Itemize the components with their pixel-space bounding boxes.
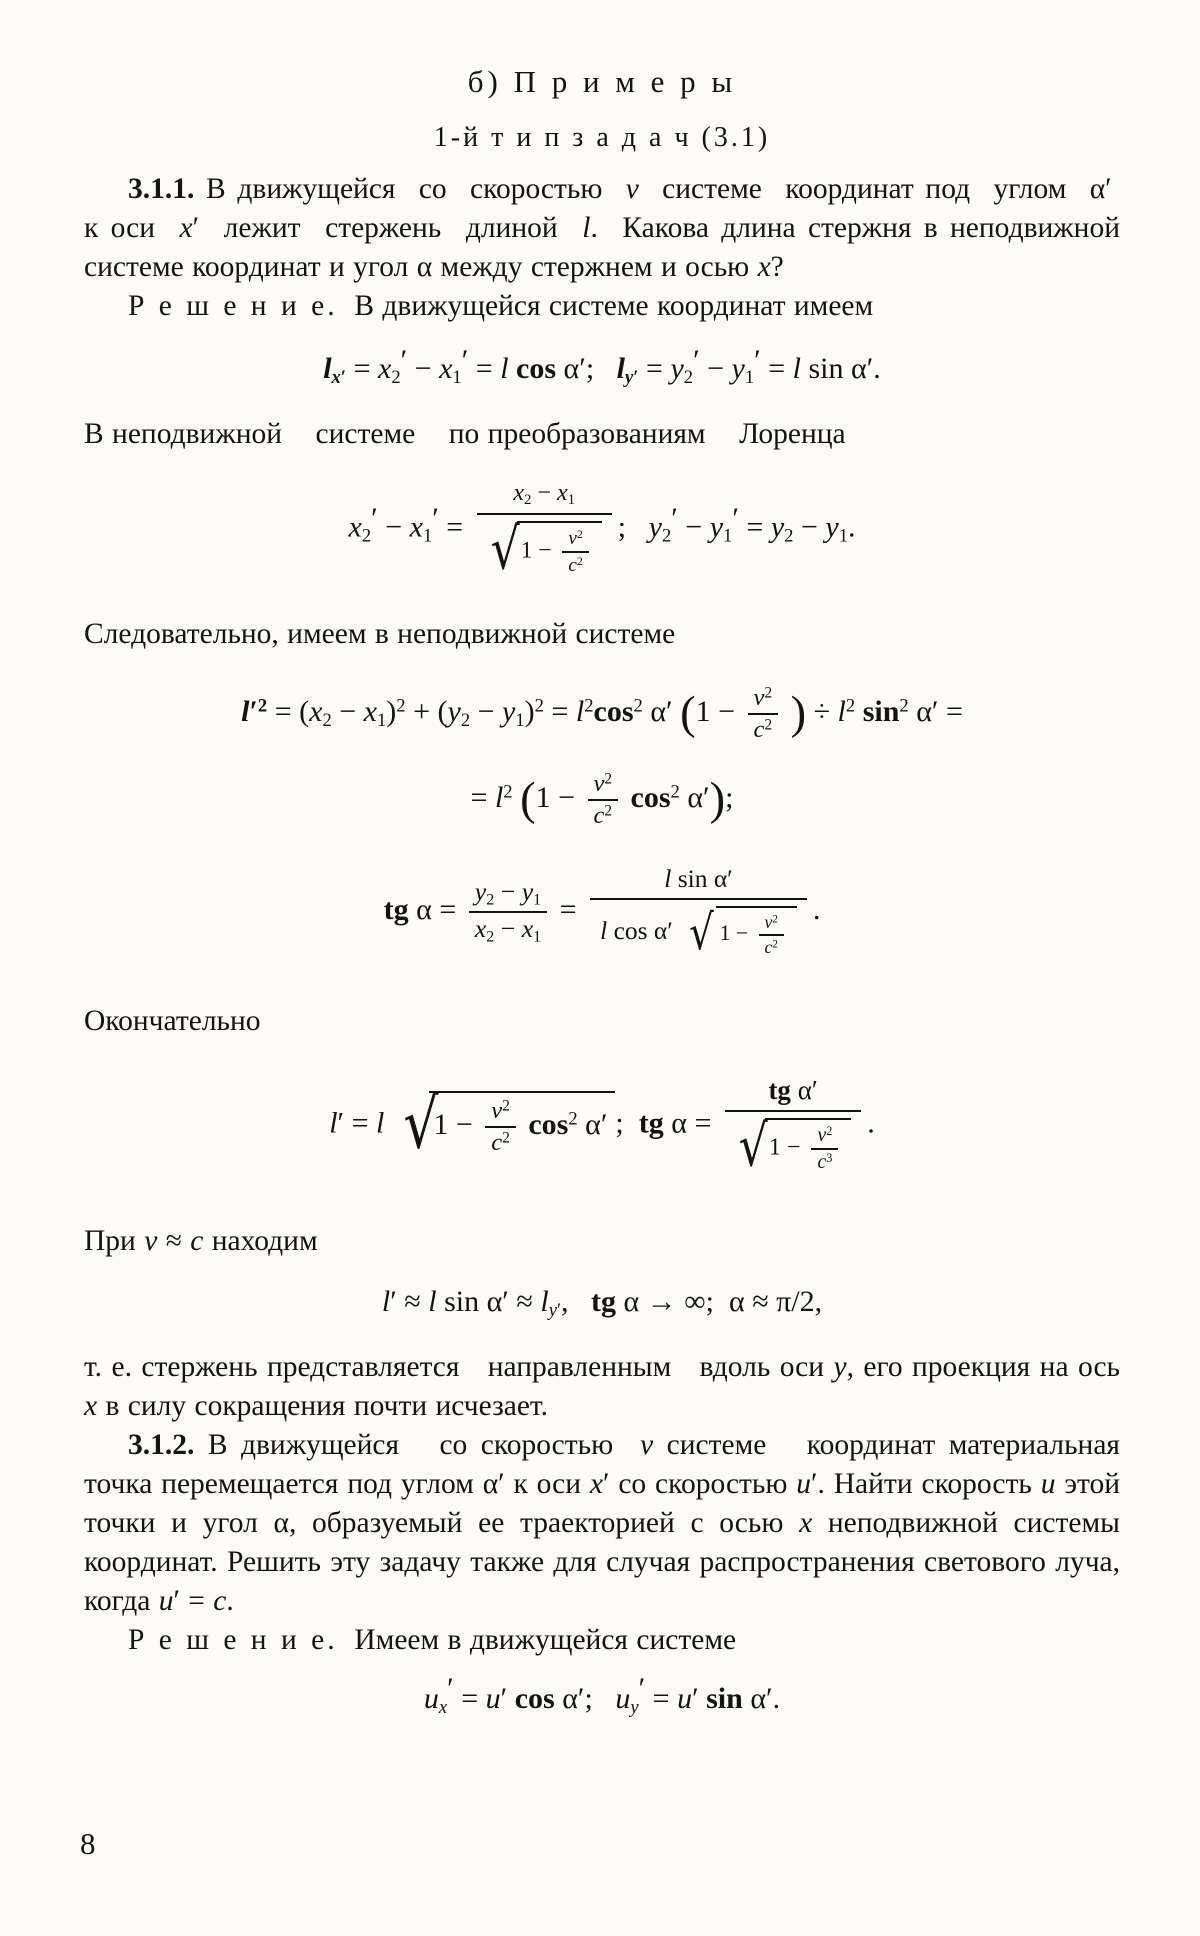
- paragraph-when-v-approx-c: При v ≈ c находим: [84, 1224, 318, 1257]
- paragraph-consequently: Следовательно, имеем в неподвижной системе: [84, 617, 676, 650]
- formula-lorentz-transform: $x_2' - x_1'$ = $x_2 - x_1$ √ 1 − $\frac{v^2}{c^2}$ ; $y_2' - y_1' = y_2 - y_1$.: [348, 479, 856, 583]
- formula-length-squared: $l'^2 = (x_2 - x_1)^2 + (y_2 - y_1)^2 = l^2\cos^2$ α′ (1 − $\frac{v^2}{c^2}$ ) ÷ $l^2$ $\sin^2 \alpha'$ =: [241, 683, 963, 743]
- paragraph-problem-3-1-1: 3.1.1. В движущейся со скоростью v системе координат под углом α′ к оси x′ лежит стержень длиной l. Какова длина стержня в неподвижной системе координат и угол α между стержнем и осью x?: [84, 173, 1120, 283]
- section-heading: б) П р и м е р ы: [467, 64, 737, 99]
- paragraph-problem-3-1-2: 3.1.2. В движущейся со скоростью v системе координат материальная точка перемещается под углом α′ к оси x′ со скоростью u′. Найти скорость u этой точки и угол α, образуемый ее траекторией с осью x неподвижной системы координат. Решить эту задачу также для случая распространения светового луча, когда u′ = c.: [84, 1429, 1121, 1617]
- page-number: 8: [80, 1826, 96, 1861]
- paragraph-finally: Окончательно: [84, 1004, 261, 1037]
- formula-velocity-components-moving-frame: $u_x' = u'$ cos α′; $u_y' = u'$ sin α′.: [423, 1671, 781, 1718]
- formula-lengths-moving-frame: $l_{x'} = x_2' - x_1' = l$ cos α′; $l_{y'} = y_2' - y_1' = l$ sin α′.: [323, 343, 881, 388]
- formula-tangent-alpha: tg α = $\frac{y_2 - y_1}{x_2 - x_1}$ = l sin α′ l cos α′ √ 1 − $\frac{v^2}{c^2}$ .: [383, 863, 821, 961]
- paragraph-solution-lead-3-1-2: Р е ш е н и е. Имеем в движущейся системе: [128, 1623, 737, 1656]
- formula-length-squared-simplified: = $l^2$ (1 − $\frac{v^2}{c^2}$ $\cos^2 \alpha'$);: [470, 769, 734, 829]
- page-content: [84, 58, 1120, 1745]
- subsection-heading: 1-й т и п з а д а ч (3.1): [433, 122, 771, 153]
- paragraph-conclusion: т. е. стержень представляется направленным вдоль оси y, его проекция на ось x в силу сокращения почти исчезает.: [84, 1351, 1120, 1423]
- paragraph-solution-lead-3-1-1: Р е ш е н и е. В движущейся системе координат имеем: [128, 289, 874, 322]
- paragraph-lorentz-lead: В неподвижной системе по преобразованиям Лоренца: [84, 417, 846, 450]
- formula-final-length-and-angle: l′ = l √ 1 − $\frac{v^2}{c^2}$ $\cos^2 \alpha'$; tg α = tg α′ √ 1 − $\frac{v^2}{c^3}$ .: [329, 1074, 875, 1180]
- formula-limit-v-to-c: l′ ≈ l $\sin \alpha' \approx l_{y'}$, tg α → ∞; α ≈ π/2,: [381, 1284, 823, 1322]
